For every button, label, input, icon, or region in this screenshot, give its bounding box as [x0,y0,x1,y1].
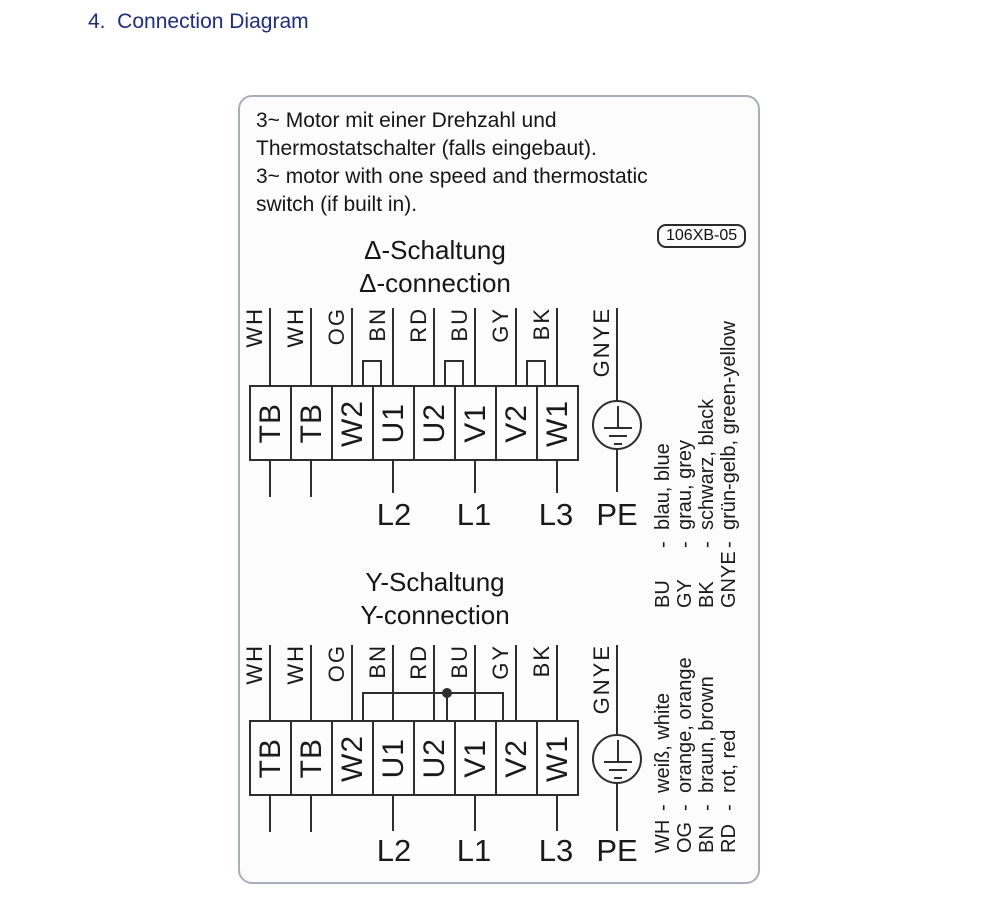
wire [310,794,312,832]
terminal-cell [454,387,495,459]
legend-entry [695,533,719,853]
earth-wire-label: GNYE [589,307,614,378]
terminal-cell [495,387,536,459]
legend-code: BN [696,825,718,853]
legend-name: rot, red [718,729,740,793]
legend-name: blau, blue [652,443,674,530]
wire [392,645,394,721]
terminal-label: W2 [335,734,369,782]
terminal-label: TB [253,402,287,444]
wire [392,794,394,831]
terminal-label: TB [294,737,328,779]
legend-separator: - [718,541,740,548]
wire [515,645,517,721]
wire [556,794,558,831]
wire [556,645,558,721]
terminal-label: TB [294,402,328,444]
wire [269,308,271,386]
star-bridge-drop [362,692,364,720]
terminal-cell [290,722,331,794]
terminal-label: U1 [376,737,410,779]
wire-label: BN [365,307,390,342]
earth-ground-icon [592,400,642,450]
wire-label: GY [488,307,513,343]
legend-entry [673,533,697,853]
earth-ground-icon [592,734,642,784]
section-heading-delta [300,234,570,300]
terminal-cell [251,722,290,794]
wire [474,645,476,721]
wire [269,645,271,721]
wire [392,308,394,386]
wire-label: BU [447,307,472,342]
wire-label: RD [406,644,431,680]
terminal-cell [495,722,536,794]
legend-code: BU [652,580,674,608]
wire [433,308,435,386]
legend-separator: - [652,804,674,811]
phase-label-l1: L1 [456,497,492,532]
wire [474,308,476,386]
terminal-cell [251,387,290,459]
phase-label-l2: L2 [376,497,412,532]
terminal-label: U1 [376,402,410,444]
wire-label: WH [242,644,267,685]
pe-wire [616,645,618,735]
wire-label: GY [488,644,513,680]
terminal-cell [413,387,454,459]
phase-label-l3: L3 [538,833,574,868]
terminal-label: V2 [499,738,533,778]
bridge-link [526,360,546,386]
section-heading-y [300,566,570,632]
legend-code: BK [696,581,718,608]
wire [474,794,476,831]
phase-label-pe: PE [596,833,638,868]
legend-name: schwarz, black [696,398,718,530]
terminal-cell [413,722,454,794]
phase-label-pe: PE [596,497,638,532]
legend-separator: - [674,541,696,548]
bridge-link [362,360,382,386]
terminal-block [249,385,579,461]
wire [474,459,476,493]
terminal-cell [536,387,577,459]
bridge-link [444,360,464,386]
phase-label-l1: L1 [456,833,492,868]
legend-separator: - [696,541,718,548]
phase-label-l2: L2 [376,833,412,868]
legend-separator: - [696,804,718,811]
pe-wire [616,308,618,401]
terminal-cell [331,722,372,794]
terminal-block [249,720,579,796]
intro-line: 3~ motor with one speed and thermostatic [256,165,648,188]
wire [310,459,312,497]
junction-dot [442,688,452,698]
wire-label: RD [406,307,431,343]
legend-code: OG [674,821,696,853]
legend-name: weiß, white [652,692,674,793]
revision-badge: 106XB-05 [657,224,746,248]
pe-wire [616,783,618,831]
wire [310,308,312,386]
pe-wire [616,449,618,492]
terminal-label: U2 [417,402,451,444]
terminal-label: W1 [540,734,574,782]
wire-label: WH [283,644,308,685]
wire-label: BN [365,644,390,679]
legend-name: grün-gelb, green-yellow [718,320,740,530]
heading-de: Δ-Schaltung [364,235,506,265]
wire [556,459,558,493]
terminal-label: V1 [458,738,492,778]
terminal-label: V1 [458,403,492,443]
legend-code: GNYE [718,551,740,608]
intro-line: 3~ Motor mit einer Drehzahl und [256,109,557,132]
terminal-cell [331,387,372,459]
terminal-label: V2 [499,403,533,443]
intro-text [256,107,648,219]
wire [269,794,271,832]
wire [351,308,353,386]
legend-entry [651,533,675,853]
legend-separator: - [652,541,674,548]
wire [392,459,394,493]
wire-label: OG [324,307,349,346]
wire-label: BK [529,307,554,341]
legend-entry [717,533,741,853]
terminal-cell [536,722,577,794]
terminal-label: TB [253,737,287,779]
legend-name: grau, grey [674,439,696,530]
earth-wire-label: GNYE [589,644,614,715]
heading-en: Y-connection [360,600,510,630]
terminal-cell [372,722,413,794]
wire [515,308,517,386]
wire-label: BK [529,644,554,678]
wire [556,308,558,386]
wire-label: WH [283,307,308,348]
legend-code: RD [718,824,740,853]
legend-name: braun, brown [696,676,718,793]
legend-name: orange, orange [674,657,696,793]
intro-line: switch (if built in). [256,193,418,216]
phase-label-l3: L3 [538,497,574,532]
wire-label: BU [447,644,472,679]
star-bridge-bar [362,692,504,694]
wire-label: WH [242,307,267,348]
terminal-label: U2 [417,737,451,779]
wire [269,459,271,497]
wire [351,645,353,721]
wire [433,645,435,721]
terminal-cell [454,722,495,794]
heading-en: Δ-connection [359,268,511,298]
legend-separator: - [674,804,696,811]
heading-de: Y-Schaltung [365,567,505,597]
star-bridge-drop [502,692,504,720]
legend-code: WH [652,819,674,853]
legend-separator: - [718,804,740,811]
terminal-label: W2 [335,399,369,447]
intro-line: Thermostatschalter (falls eingebaut). [256,137,597,160]
terminal-label: W1 [540,399,574,447]
terminal-cell [290,387,331,459]
terminal-cell [372,387,413,459]
page-title: 4. Connection Diagram [88,10,309,33]
wire [310,645,312,721]
wire-label: OG [324,644,349,683]
legend-code: GY [674,579,696,608]
